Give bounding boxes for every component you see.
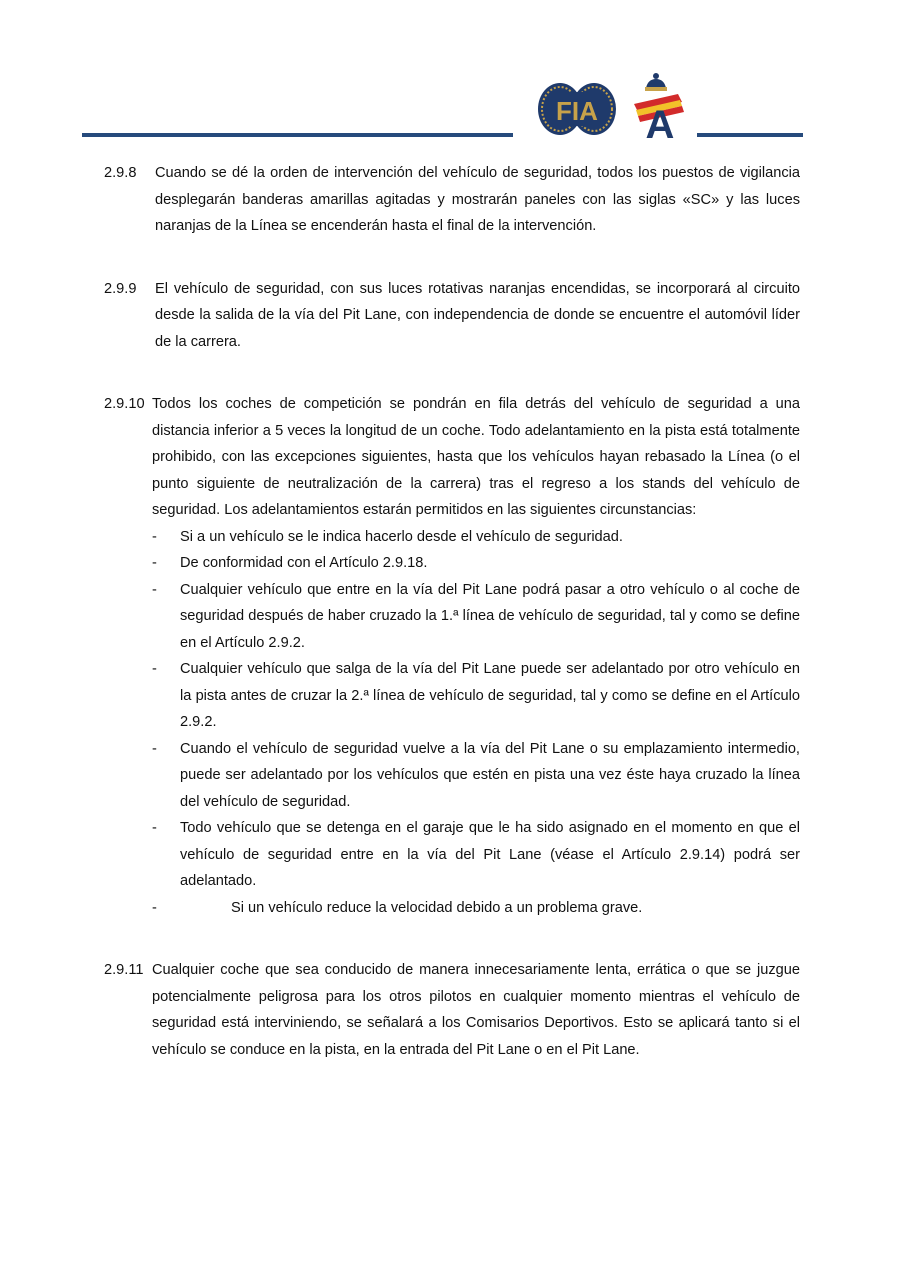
section-text: Cuando se dé la orden de intervención del vehículo de seguridad, todos los puestos de vigilancia desplegarán banderas amarillas agitadas y mostrarán paneles con las siglas «SC» y las luces naranjas de la Línea se encenderán hasta el final de la intervención. (155, 165, 800, 234)
list-dash: - (152, 661, 157, 677)
list-dash: - (152, 899, 157, 916)
list-dash: - (152, 581, 157, 598)
rfeda-logo (626, 70, 690, 140)
section-number: 2.9.9 (104, 280, 137, 297)
document-body (104, 160, 800, 1099)
header-rule-left (82, 133, 513, 137)
list-item (152, 550, 800, 577)
section-number: 2.9.11 (104, 962, 144, 978)
section-2-9-10 (104, 391, 800, 921)
page-header (0, 0, 905, 150)
section-text: El vehículo de seguridad, con sus luces rotativas naranjas encendidas, se incorporará al circuito desde la salida de la vía del Pit Lane, con independencia de donde se encuentre el automóvil líder de la carrera. (155, 280, 800, 350)
svg-text:A: A (645, 103, 675, 140)
section-number: 2.9.10 (104, 396, 145, 412)
list-item-text: Cualquier vehículo que entre en la vía del Pit Lane podrá pasar a otro vehículo o al coche de seguridad después de haber cruzado la 1.ª línea de vehículo de seguridad, tal y como se define en el Artículo 2.9.2. (180, 581, 800, 651)
list-item (152, 895, 800, 922)
list-item-text: De conformidad con el Artículo 2.9.18. (180, 555, 428, 571)
section-2-9-9 (104, 276, 800, 356)
list-dash: - (152, 740, 157, 757)
list-item-text: Cualquier vehículo que salga de la vía del Pit Lane puede ser adelantado por otro vehículo en la pista antes de cruzar la 2.ª línea de vehículo de seguridad, tal y como se define en el Artículo 2.9.2. (180, 661, 800, 730)
header-rule-right (697, 133, 803, 137)
list-item (152, 577, 800, 657)
list-item-text: Si a un vehículo se le indica hacerlo desde el vehículo de seguridad. (180, 528, 623, 545)
list-item-text: Si un vehículo reduce la velocidad debido a un problema grave. (231, 899, 643, 916)
section-2-9-8 (104, 160, 800, 240)
list-item-text: Cuando el vehículo de seguridad vuelve a la vía del Pit Lane o su emplazamiento intermedio, puede ser adelantado por los vehículos que estén en pista una vez éste haya cruzado la línea del vehículo de seguridad. (180, 740, 800, 810)
fia-logo (536, 80, 618, 138)
list-item (152, 524, 800, 551)
list-dash: - (152, 555, 157, 571)
list-item-text: Todo vehículo que se detenga en el garaje que le ha sido asignado en el momento en que el vehículo de seguridad entre en la vía del Pit Lane (véase el Artículo 2.9.14) podrá ser adelantado. (180, 820, 800, 889)
list-item (152, 736, 800, 816)
section-text: Todos los coches de competición se pondrán en fila detrás del vehículo de seguridad a una distancia inferior a 5 veces la longitud de un coche. Todo adelantamiento en la pista está totalmente prohibido, con las excepciones siguientes, hasta que los vehículos hayan rebasado la Línea (o el punto siguiente de neutralización de la carrera) tras el regreso a los stands del vehículo de seguridad. Los adelantamientos estarán permitidos en las siguientes circunstancias: (152, 396, 800, 518)
list-dash: - (152, 820, 157, 836)
list-dash: - (152, 528, 157, 545)
section-text: Cualquier coche que sea conducido de manera innecesariamente lenta, errática o que se juzgue potencialmente peligrosa para los otros pilotos en cualquier momento mientras el vehículo de seguridad está interviniendo, se señalará a los Comisarios Deportivos. Esto se aplicará tanto si el vehículo se conduce en la pista, en la entrada del Pit Lane o en el Pit Lane. (152, 962, 800, 1058)
section-2-9-11 (104, 957, 800, 1063)
list-item (152, 815, 800, 895)
section-number: 2.9.8 (104, 165, 137, 181)
svg-text:FIA: FIA (556, 96, 598, 126)
exceptions-list (152, 524, 800, 922)
list-item (152, 656, 800, 736)
